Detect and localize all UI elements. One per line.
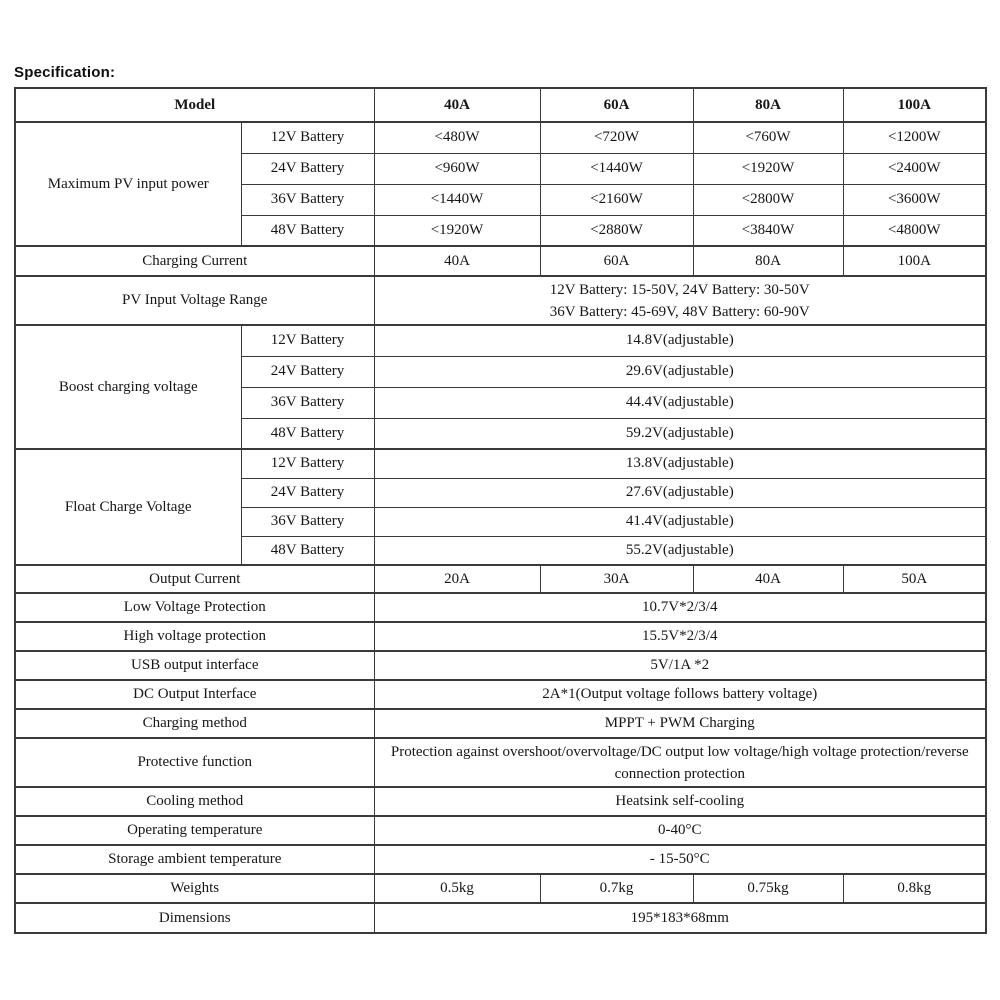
page-title: Specification: [14,64,116,81]
battery-type-cell: 36V Battery [241,387,374,418]
value-cell: 15.5V*2/3/4 [374,622,986,651]
value-cell: <760W [693,122,843,153]
weights-row [15,874,986,903]
spec-label-float: Float Charge Voltage [15,449,241,565]
value-cell: 41.4V(adjustable) [374,507,986,536]
max-pv-row-12v [15,122,986,153]
boost-row-12v [15,325,986,356]
value-cell: <2160W [540,184,693,215]
value-cell: <1920W [374,215,540,246]
spec-label-storage-temperature: Storage ambient temperature [15,845,374,874]
model-40a-header: 40A [374,88,540,122]
value-cell: 40A [693,565,843,593]
value-cell: 59.2V(adjustable) [374,418,986,449]
spec-label-high-voltage: High voltage protection [15,622,374,651]
battery-type-cell: 36V Battery [241,507,374,536]
value-cell: 100A [843,246,986,276]
value-cell: - 15-50°C [374,845,986,874]
spec-label-charging-method: Charging method [15,709,374,738]
value-cell: <4800W [843,215,986,246]
value-cell: 0-40°C [374,816,986,845]
value-cell: 195*183*68mm [374,903,986,933]
value-cell: 0.75kg [693,874,843,903]
value-cell: 10.7V*2/3/4 [374,593,986,622]
pv-input-voltage-range-row [15,276,986,325]
value-cell: <3840W [693,215,843,246]
model-100a-header: 100A [843,88,986,122]
dc-output-interface-row [15,680,986,709]
value-cell: 60A [540,246,693,276]
value-cell: 55.2V(adjustable) [374,536,986,565]
value-cell: 44.4V(adjustable) [374,387,986,418]
model-header: Model [15,88,374,122]
battery-type-cell: 24V Battery [241,153,374,184]
value-cell: 40A [374,246,540,276]
spec-label-output-current: Output Current [15,565,374,593]
value-cell: 0.5kg [374,874,540,903]
pv-range-line-1: 12V Battery: 15-50V, 24V Battery: 30-50V [549,281,810,298]
value-cell: 20A [374,565,540,593]
value-cell: <1920W [693,153,843,184]
value-cell: MPPT + PWM Charging [374,709,986,738]
model-60a-header: 60A [540,88,693,122]
value-cell: 50A [843,565,986,593]
dimensions-row [15,903,986,933]
value-cell: 13.8V(adjustable) [374,449,986,478]
value-cell: 2A*1(Output voltage follows battery voltage) [374,680,986,709]
value-cell [374,276,986,325]
value-cell: <1440W [374,184,540,215]
cooling-method-row [15,787,986,816]
model-80a-header: 80A [693,88,843,122]
high-voltage-protection-row [15,622,986,651]
battery-type-cell: 48V Battery [241,536,374,565]
battery-type-cell: 12V Battery [241,449,374,478]
operating-temperature-row [15,816,986,845]
spec-label-weights: Weights [15,874,374,903]
spec-label-charging-current: Charging Current [15,246,374,276]
value-cell: <3600W [843,184,986,215]
pv-range-line-2: 36V Battery: 45-69V, 48V Battery: 60-90V [549,303,810,320]
spec-label-usb-output: USB output interface [15,651,374,680]
battery-type-cell: 36V Battery [241,184,374,215]
specification-table [14,87,987,934]
spec-label-max-pv: Maximum PV input power [15,122,241,246]
value-cell: 0.7kg [540,874,693,903]
float-row-12v [15,449,986,478]
value-cell: <2400W [843,153,986,184]
protective-function-row [15,738,986,787]
value-cell: Heatsink self-cooling [374,787,986,816]
storage-ambient-temperature-row [15,845,986,874]
value-cell: 14.8V(adjustable) [374,325,986,356]
spec-label-dimensions: Dimensions [15,903,374,933]
output-current-row [15,565,986,593]
charging-current-row [15,246,986,276]
battery-type-cell: 24V Battery [241,478,374,507]
value-cell: <1200W [843,122,986,153]
usb-output-interface-row [15,651,986,680]
value-cell: 30A [540,565,693,593]
spec-label-low-voltage: Low Voltage Protection [15,593,374,622]
value-cell: Protection against overshoot/overvoltage/DC output low voltage/high voltage protection/reverse connection protection [374,738,986,787]
battery-type-cell: 12V Battery [241,325,374,356]
value-cell: 0.8kg [843,874,986,903]
spec-label-operating-temperature: Operating temperature [15,816,374,845]
value-cell: 27.6V(adjustable) [374,478,986,507]
battery-type-cell: 48V Battery [241,215,374,246]
battery-type-cell: 12V Battery [241,122,374,153]
value-cell: <2880W [540,215,693,246]
header-row [15,88,986,122]
spec-label-protective-function: Protective function [15,738,374,787]
battery-type-cell: 24V Battery [241,356,374,387]
value-cell: <2800W [693,184,843,215]
spec-label-dc-output: DC Output Interface [15,680,374,709]
spec-label-pv-range: PV Input Voltage Range [15,276,374,325]
value-cell: 5V/1A *2 [374,651,986,680]
value-cell: <720W [540,122,693,153]
value-cell: <1440W [540,153,693,184]
value-cell: <960W [374,153,540,184]
spec-label-cooling-method: Cooling method [15,787,374,816]
value-cell: 80A [693,246,843,276]
battery-type-cell: 48V Battery [241,418,374,449]
value-cell: <480W [374,122,540,153]
charging-method-row [15,709,986,738]
spec-label-boost: Boost charging voltage [15,325,241,449]
value-cell: 29.6V(adjustable) [374,356,986,387]
low-voltage-protection-row [15,593,986,622]
